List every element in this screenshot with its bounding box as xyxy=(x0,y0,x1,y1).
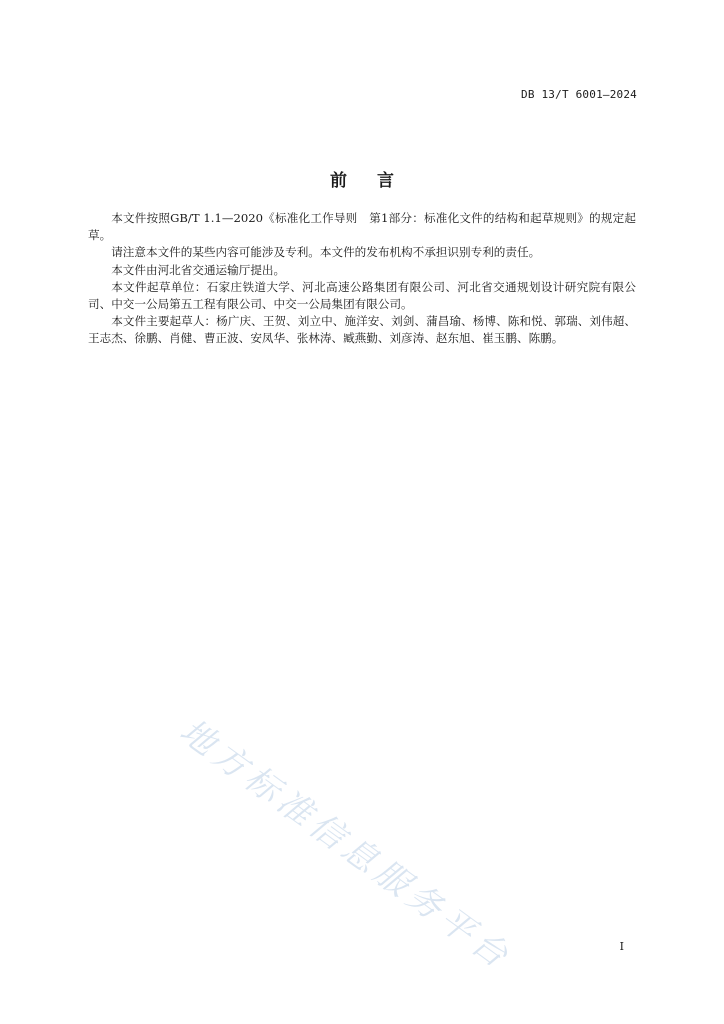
document-body xyxy=(88,210,636,348)
paragraph-drafting-units: 本文件起草单位：石家庄铁道大学、河北高速公路集团有限公司、河北省交通规划设计研究院有限公司、中交一公局第五工程有限公司、中交一公局集团有限公司。 xyxy=(88,279,636,312)
watermark: 地方标准信息服务平台 xyxy=(172,711,520,979)
paragraph-drafters: 本文件主要起草人：杨广庆、王贺、刘立中、施洋安、刘剑、蒲昌瑜、杨博、陈和悦、郭瑞、刘伟超、王志杰、徐鹏、肖健、曹正波、安凤华、张林涛、臧燕勤、刘彦涛、赵东旭、崔玉鹏、陈鹏。 xyxy=(88,314,636,346)
paragraph-drafting-standard: 本文件按照GB/T 1.1—2020《标准化工作导则 第1部分：标准化文件的结构和起草规则》的规定起草。 xyxy=(88,211,636,243)
paragraph-proposer: 本文件由河北省交通运输厅提出。 xyxy=(111,262,286,277)
paragraph-patent-notice: 请注意本文件的某些内容可能涉及专利。本文件的发布机构不承担识别专利的责任。 xyxy=(111,245,541,260)
document-code: DB 13/T 6001—2024 xyxy=(521,88,637,101)
page-number: I xyxy=(619,940,624,953)
page-title: 前言 xyxy=(330,171,424,191)
